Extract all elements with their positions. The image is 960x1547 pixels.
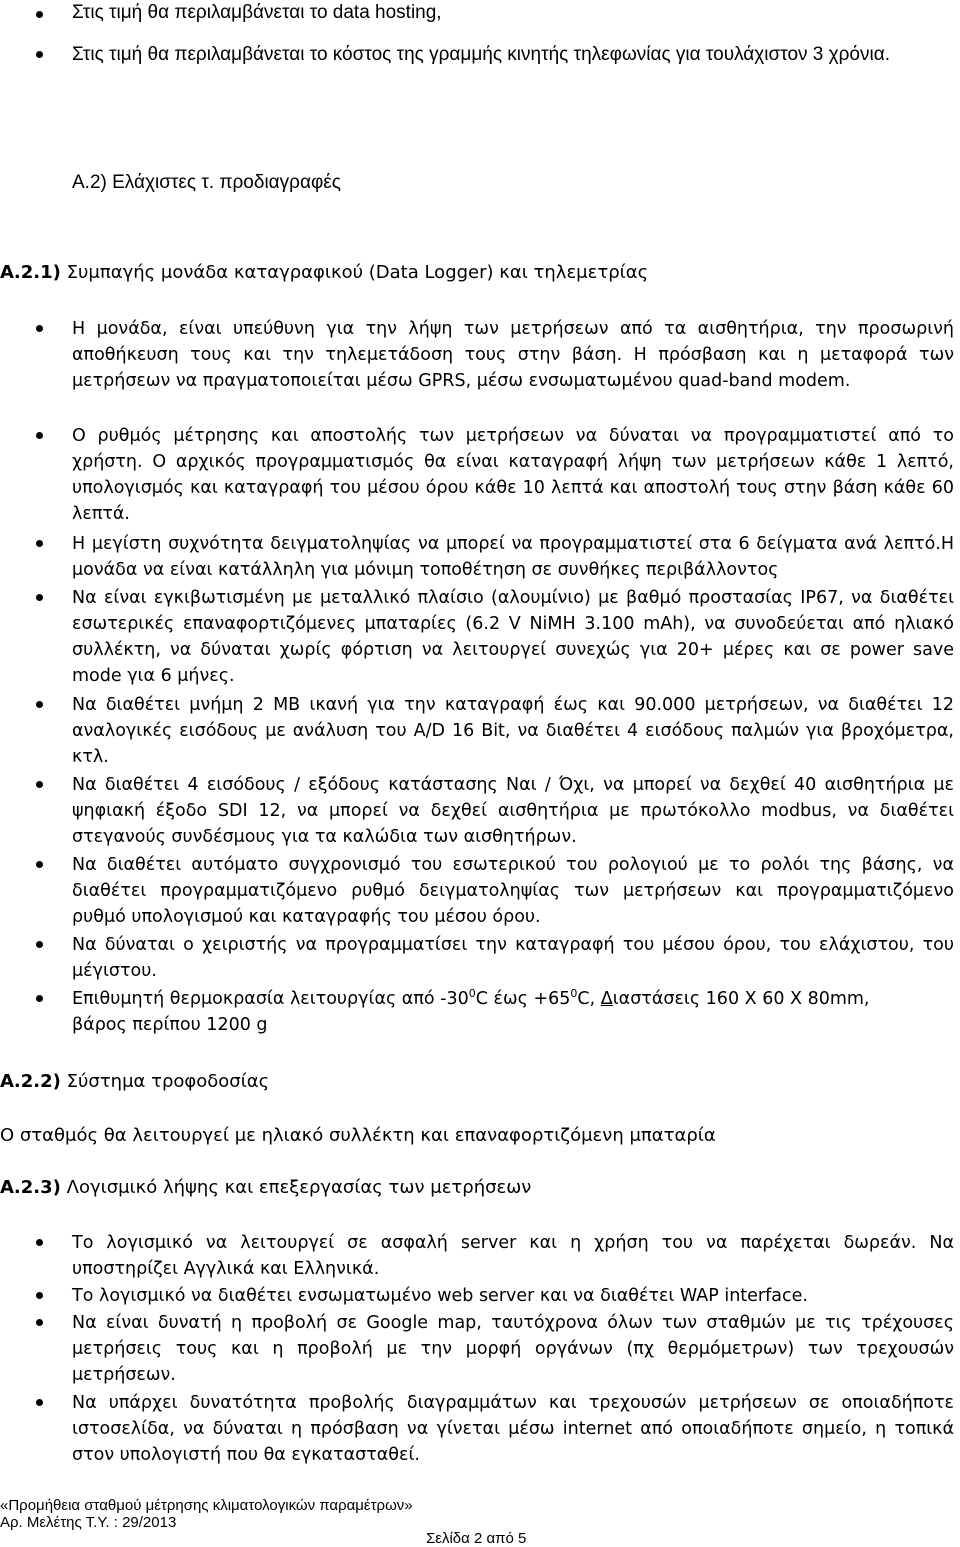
heading-a2: Α.2) Ελάχιστες τ. προδιαγραφές [72, 172, 341, 193]
bullet-dot [36, 995, 43, 1002]
bullet-dot [36, 11, 43, 18]
temp-sup-2: 0 [570, 987, 578, 1000]
heading-a21 [0, 262, 648, 283]
a21-bullet-8: Να δύναται ο χειριστής να προγραμματίσει την καταγραφή του μέσου όρου, του ελάχιστου, του μέγιστου. [72, 935, 954, 981]
temp-sup-1: 0 [468, 987, 476, 1000]
heading-a22-title: Σύστημα τροφοδοσίας [66, 1071, 270, 1092]
bullet-dot [36, 941, 43, 948]
temp-mid: C έως +65 [475, 989, 571, 1009]
bullet-dot [36, 1239, 43, 1246]
heading-a22 [0, 1071, 269, 1092]
a21-bullet-2: Ο ρυθμός μέτρησης και αποστολής των μετρήσεων να δύναται να προγραμματιστεί από το χρήστη. Ο αρχικός προγραμματισμός θα είναι καταγραφή λήψη των μετρήσεων κάθε 1 λεπτό, υπολογισμός και καταγραφή του μέσου όρου κάθε 10 λεπτά και αποστολή τους στην βάση κάθε 60 λεπτά. [72, 426, 954, 524]
a21-bullet-4: Να είναι εγκιβωτισμένη με μεταλλικό πλαίσιο (αλουμίνιο) με βαθμό προστασίας IP67, να διαθέτει εσωτερικές επαναφορτιζόμενες μπαταρίες (6.2 V NiMH 3.100 mAh), να συνοδεύεται από ηλιακό συλλέκτη, να δύναται χωρίς φόρτιση να λειτουργεί συνεχώς για 20+ μέρες και σε power save mode για 6 μήνες. [72, 588, 954, 686]
a23-bullet-4: Να υπάρχει δυνατότητα προβολής διαγραμμάτων και τρεχουσών μετρήσεων σε οποιαδήποτε ιστοσελίδα, να δύναται η πρόσβαση να γίνεται μέσω internet από οποιαδήποτε σημείο, η τοπικά στον υπολογιστή που θα εγκατασταθεί. [72, 1393, 954, 1465]
bullet-dot [36, 781, 43, 788]
a21-bullet-5: Να διαθέτει μνήμη 2 MB ικανή για την καταγραφή έως και 90.000 μετρήσεων, να διαθέτει 12 αναλογικές εισόδους με ανάλυση του A/D 16 Bit, να διαθέτει 4 εισόδους παλμών για βροχόμετρα, κτλ. [72, 695, 954, 767]
temp-rest: ιαστάσεις 160 Χ 60 Χ 80mm, [612, 989, 870, 1009]
a22-text: Ο σταθμός θα λειτουργεί με ηλιακό συλλέκτη και επαναφορτιζόμενη μπαταρία [0, 1125, 716, 1146]
bullet-dot [36, 594, 43, 601]
temp-prefix: Επιθυμητή θερμοκρασία λειτουργίας από -30 [72, 989, 469, 1009]
bullet-dot [36, 1399, 43, 1406]
a21-bullet-6: Να διαθέτει 4 εισόδους / εξόδους κατάστασης Ναι / Όχι, να μπορεί να δεχθεί 40 αισθητήρια με ψηφιακή έξοδο SDI 12, να μπορεί να δεχθεί αισθητήρια με πρωτόκολλο modbus, να διαθέτει στεγανούς συνδέσμους για τα καλώδια των αισθητήρων. [72, 775, 954, 847]
bullet-dot [36, 540, 43, 547]
heading-a22-number: Α.2.2) [0, 1071, 61, 1092]
heading-a21-number: Α.2.1) [0, 262, 61, 283]
bullet-dot [36, 51, 43, 58]
top-bullet-2: Στις τιμή θα περιλαμβάνεται το κόστος της γραμμής κινητής τηλεφωνίας για τουλάχιστον 3 χρόνια. [72, 44, 890, 65]
a23-bullet-2: Το λογισμικό να διαθέτει ενσωματωμένο web server και να διαθέτει WAP interface. [72, 1286, 808, 1306]
top-bullet-1: Στις τιμή θα περιλαμβάνεται το data hosting, [72, 2, 442, 23]
heading-a23-title: Λογισμικό λήψης και επεξεργασίας των μετρήσεων [66, 1177, 532, 1198]
bullet-dot [36, 701, 43, 708]
bullet-dot [36, 1319, 43, 1326]
a21-bullet-3: Η μεγίστη συχνότητα δειγματοληψίας να μπορεί να προγραμματιστεί στα 6 δείγματα ανά λεπτό.Η μονάδα να είναι κατάλληλη για μόνιμη τοποθέτηση σε συνθήκες περιβάλλοντος [72, 534, 954, 580]
bullet-dot [36, 432, 43, 439]
footer-study-number: Αρ. Μελέτης Τ.Υ. : 29/2013 [0, 1514, 177, 1531]
heading-a23 [0, 1177, 531, 1198]
bullet-dot [36, 1292, 43, 1299]
a23-bullet-3: Να είναι δυνατή η προβολή σε Google map, ταυτόχρονα όλων των σταθμών με τις τρέχουσες μετρήσεις τους και η προβολή με την μορφή οργάνων (πχ θερμόμετρων) των τρεχουσών μετρήσεων. [72, 1313, 954, 1385]
a21-bullet-1: Η μονάδα, είναι υπεύθυνη για την λήψη των μετρήσεων από τα αισθητήρια, την προσωρινή αποθήκευση τους και την τηλεμετάδοση τους στην βάση. Η πρόσβαση και η μεταφορά των μετρήσεων να πραγματοποιείται μέσω GPRS, μέσω ενσωματωμένου quad-band modem. [72, 319, 954, 391]
footer-project: «Προμήθεια σταθμού μέτρησης κλιματολογικών παραμέτρων» [0, 1497, 413, 1514]
temp-line2: βάρος περίπου 1200 g [72, 1015, 268, 1035]
footer-page-number: Σελίδα 2 από 5 [426, 1530, 527, 1547]
bullet-dot [36, 861, 43, 868]
a21-bullet-9 [72, 986, 954, 1038]
temp-c: C, [577, 989, 601, 1009]
temp-underlined: Δ [600, 989, 613, 1009]
bullet-dot [36, 325, 43, 332]
heading-a23-number: Α.2.3) [0, 1177, 61, 1198]
heading-a21-title: Συμπαγής μονάδα καταγραφικού (Data Logger) και τηλεμετρίας [66, 262, 649, 283]
a21-bullet-7: Να διαθέτει αυτόματο συγχρονισμό του εσωτερικού του ρολογιού με το ρολόι της βάσης, να διαθέτει προγραμματιζόμενο ρυθμό δειγματοληψίας των μετρήσεων και προγραμματιζόμενο ρυθμό υπολογισμού και καταγραφής του μέσου όρου. [72, 855, 954, 927]
a23-bullet-1: Το λογισμικό να λειτουργεί σε ασφαλή server και η χρήση του να παρέχεται δωρεάν. Να υποστηρίζει Αγγλικά και Ελληνικά. [72, 1233, 954, 1279]
